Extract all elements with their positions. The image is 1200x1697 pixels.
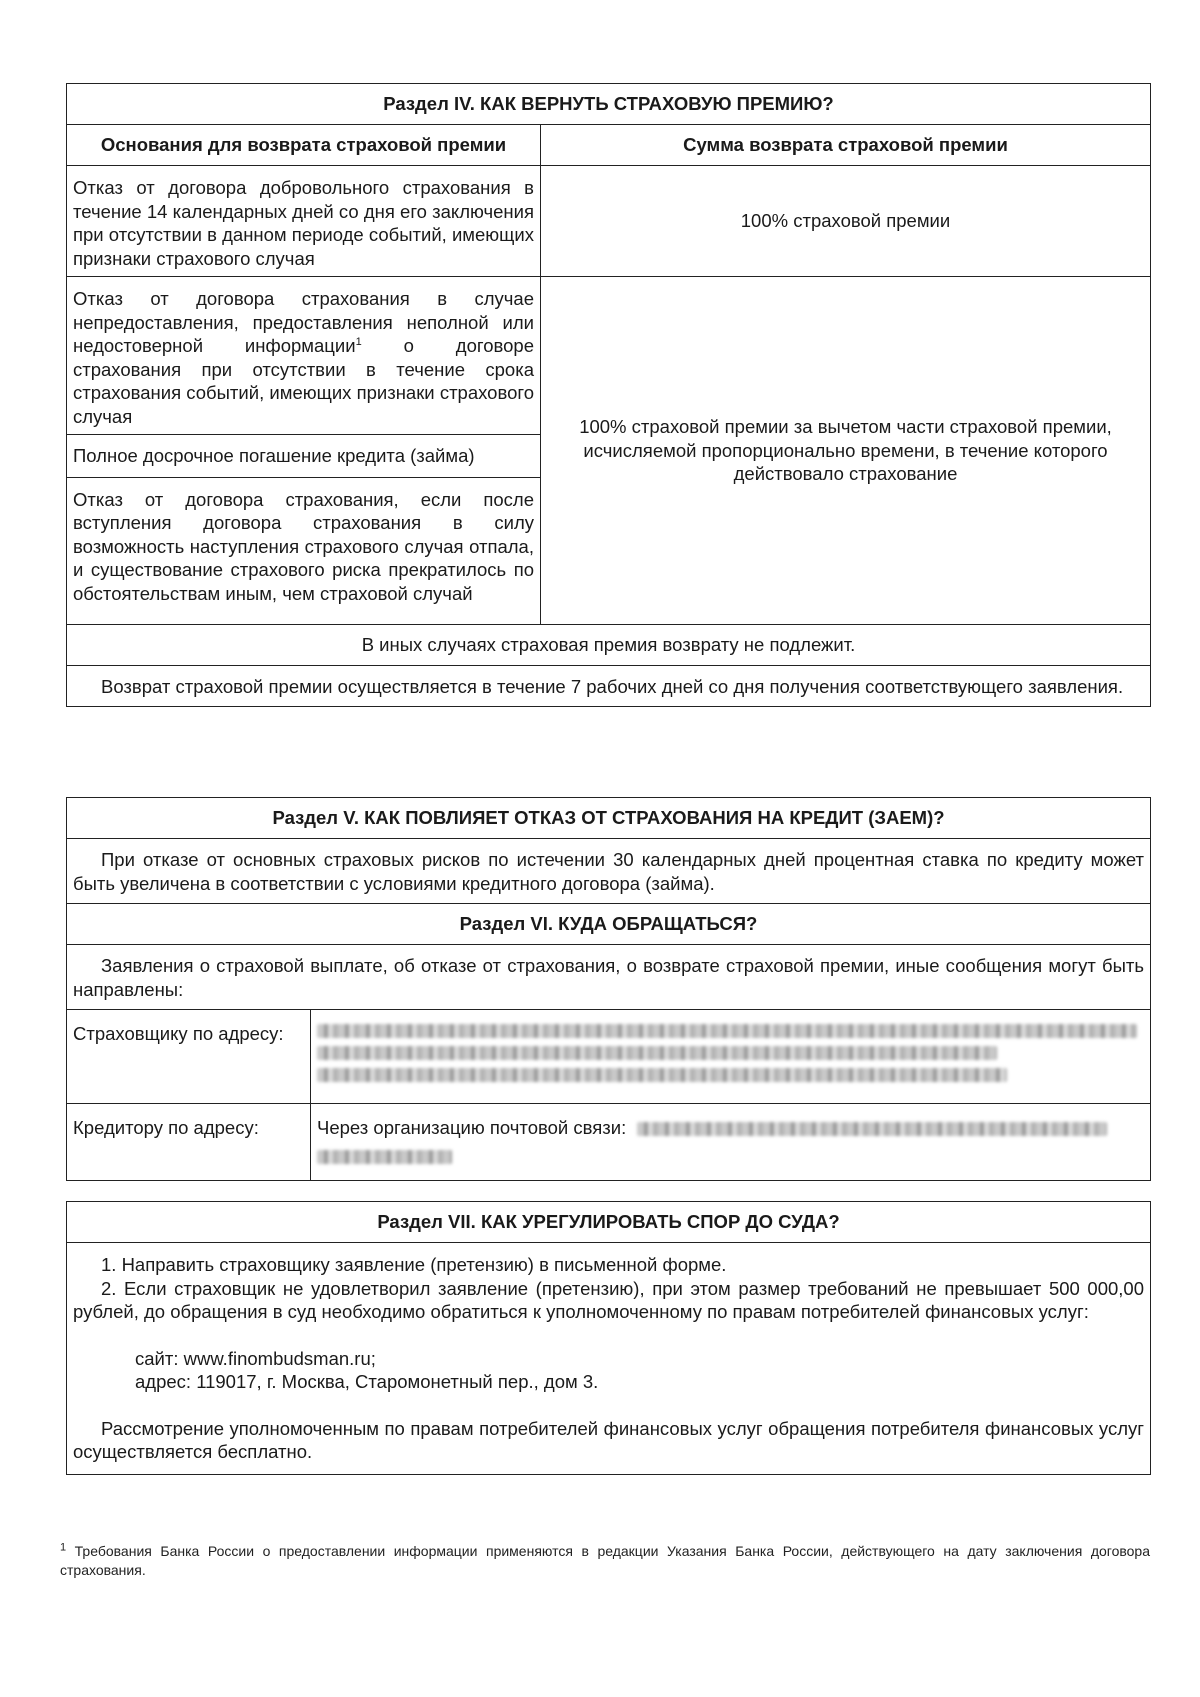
ombudsman-site: сайт: www.finombudsman.ru; (135, 1347, 376, 1369)
ground-risk-ceased: Отказ от договора страхования, если после вступления договора страхования в силу возможность наступления страхового случая отпала, и существование страхового риска прекратилось по обстоятельствам иным, чем страховой случай (67, 477, 541, 624)
amount-full: 100% страховой премии (541, 166, 1151, 277)
footnote-ref: 1 (355, 335, 362, 348)
redacted-block (637, 1122, 1107, 1136)
insurer-address-label: Страховщику по адресу: (67, 1010, 311, 1104)
section-7-title: Раздел VII. КАК УРЕГУЛИРОВАТЬ СПОР ДО СУДА? (67, 1202, 1151, 1243)
ombudsman-address: адрес: 119017, г. Москва, Старомонетный пер., дом 3. (135, 1371, 599, 1392)
other-cases-note: В иных случаях страховая премия возврату не подлежит. (67, 624, 1151, 665)
section-6-title: Раздел VI. КУДА ОБРАЩАТЬСЯ? (67, 904, 1151, 945)
column-header-grounds: Основания для возврата страховой премии (67, 125, 541, 166)
insurer-address-redacted (311, 1010, 1151, 1104)
ground-false-info-text-b: о договоре страхования при отсутствии в течение срока страхования событий, имеющих признаки страхового случая (73, 335, 534, 427)
amount-prorated: 100% страховой премии за вычетом части страховой премии, исчисляемой пропорционально времени, в течение которого действовало страхование (541, 277, 1151, 625)
step-1: 1. Направить страховщику заявление (претензию) в письменной форме. (101, 1254, 727, 1275)
free-of-charge-note: Рассмотрение уполномоченным по правам потребителей финансовых услуг обращения потребителя финансовых услуг осуществляется бесплатно. (73, 1417, 1144, 1462)
creditor-address-cell (311, 1104, 1151, 1181)
ground-false-info (67, 277, 541, 435)
redacted-block (317, 1024, 1137, 1038)
ground-14-days: Отказ от договора добровольного страхования в течение 14 календарных дней со дня его заключения при отсутствии в данном периоде событий, имеющих признаки страхового случая (67, 166, 541, 277)
creditor-address-text: Через организацию почтовой связи: (317, 1117, 627, 1138)
footnote-mark: 1 (60, 1541, 67, 1554)
redacted-block (317, 1046, 997, 1060)
column-header-amount: Сумма возврата страховой премии (541, 125, 1151, 166)
creditor-address-label: Кредитору по адресу: (67, 1104, 311, 1181)
refund-term-note: Возврат страховой премии осуществляется в течение 7 рабочих дней со дня получения соответствующего заявления. (67, 665, 1151, 707)
redacted-block (317, 1068, 1007, 1082)
section-7-body (67, 1243, 1151, 1475)
section-7-table (66, 1201, 1151, 1475)
ground-false-info-text-a: Отказ от договора страхования в случае непредоставления, предоставления неполной или недостоверной информации (73, 288, 534, 356)
section-4-title: Раздел IV. КАК ВЕРНУТЬ СТРАХОВУЮ ПРЕМИЮ? (67, 84, 1151, 125)
redacted-block (317, 1150, 452, 1164)
section-5-text: При отказе от основных страховых рисков по истечении 30 календарных дней процентная ставка по кредиту может быть увеличена в соответствии с условиями кредитного договора (займа). (67, 839, 1151, 904)
section-5-title: Раздел V. КАК ПОВЛИЯЕТ ОТКАЗ ОТ СТРАХОВАНИЯ НА КРЕДИТ (ЗАЕМ)? (67, 798, 1151, 839)
section-6-text: Заявления о страховой выплате, об отказе от страхования, о возврате страховой премии, иные сообщения могут быть направлены: (67, 945, 1151, 1010)
ground-early-repayment: Полное досрочное погашение кредита (займа) (67, 435, 541, 478)
step-2: 2. Если страховщик не удовлетворил заявление (претензию), при этом размер требований не превышает 500 000,00 рублей, до обращения в суд необходимо обратиться к уполномоченному по правам потребителей финансовых услуг: (73, 1277, 1144, 1322)
footnote (60, 1542, 1150, 1580)
section-4-table (66, 83, 1151, 707)
section-5-6-table (66, 797, 1151, 1181)
footnote-text: Требования Банка России о предоставлении информации применяются в редакции Указания Банка России, действующего на дату заключения договора страхования. (60, 1543, 1150, 1578)
